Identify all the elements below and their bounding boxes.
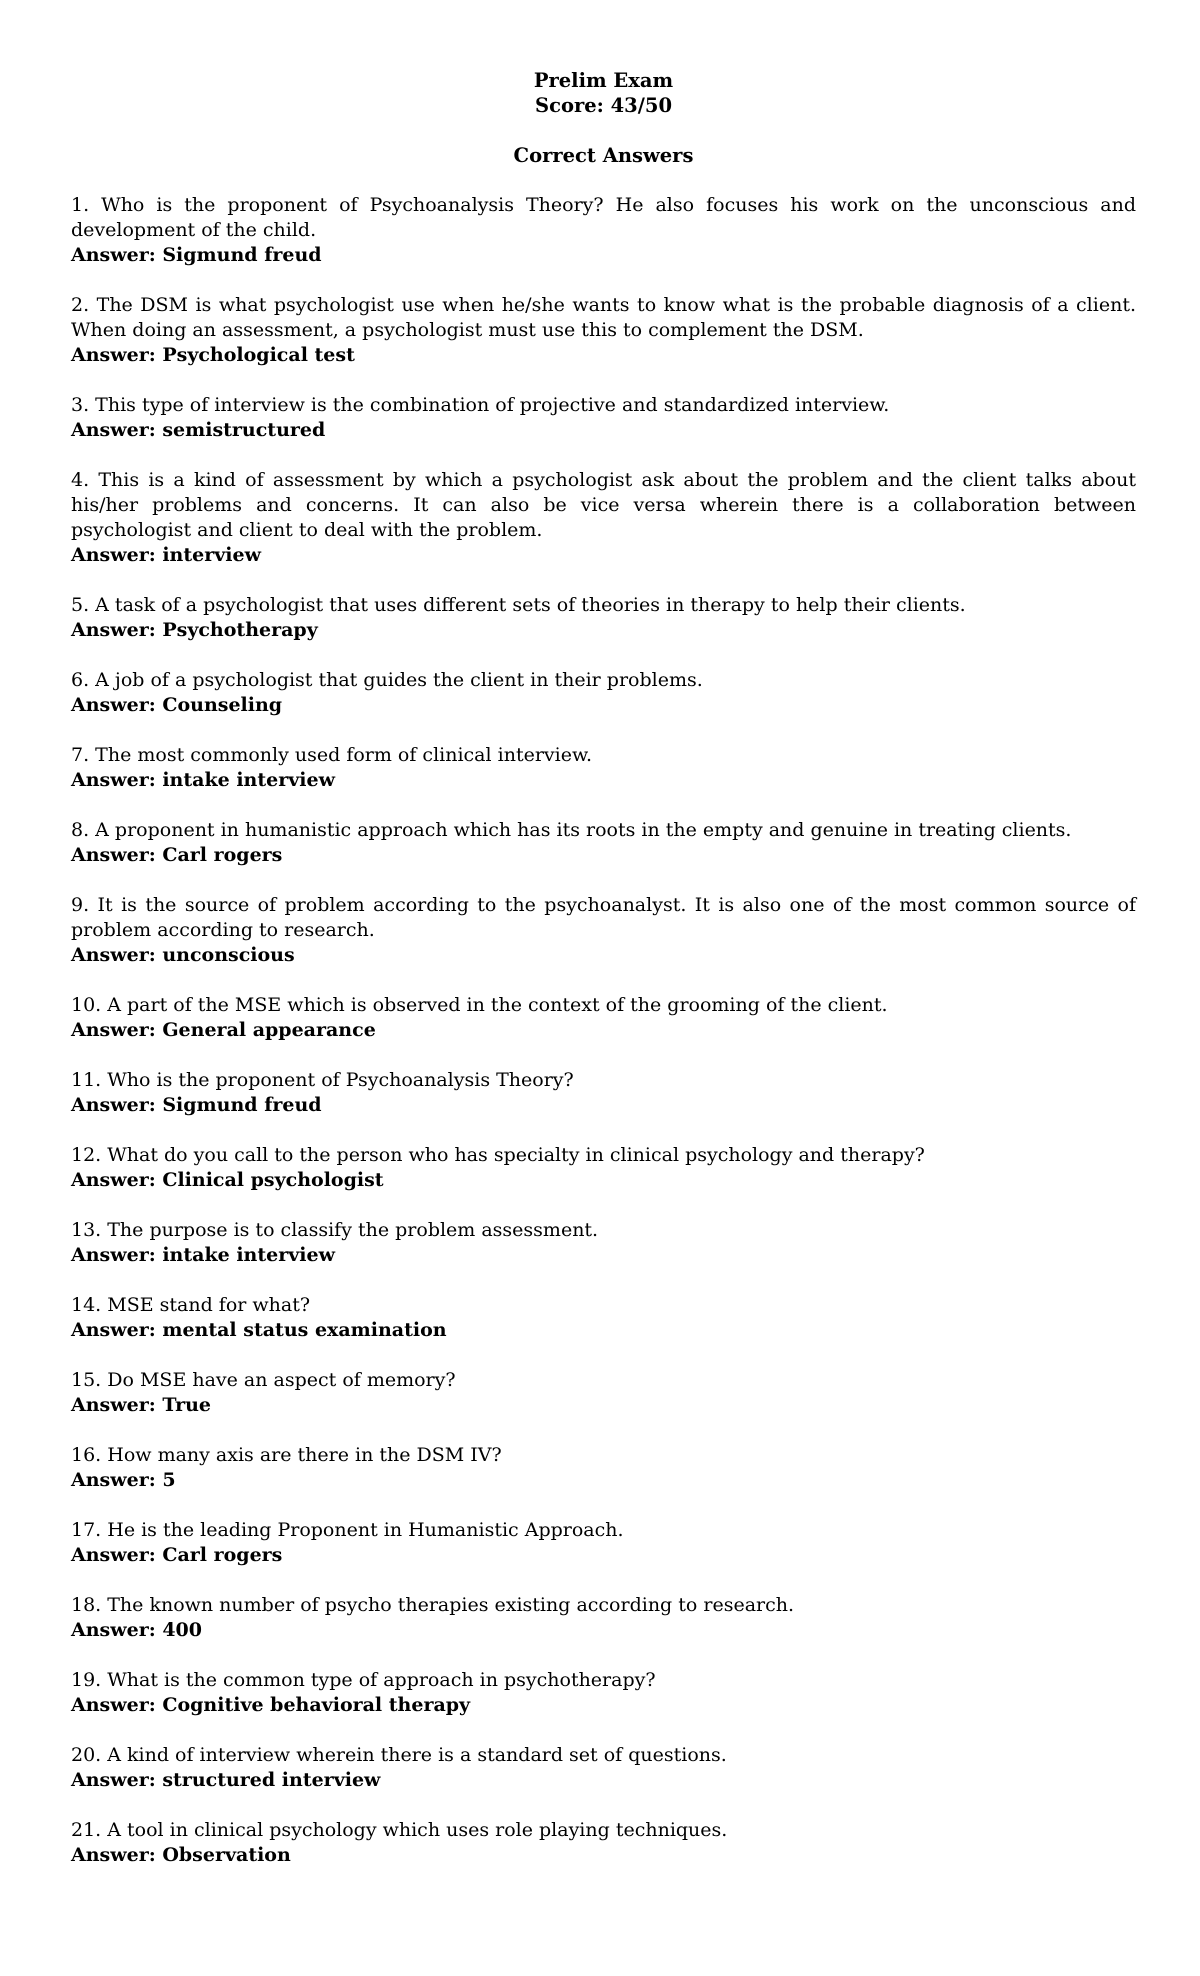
question-text: 18. The known number of psycho therapies existing according to research. <box>71 1594 795 1616</box>
answer-text: Answer: Carl rogers <box>71 844 283 866</box>
question-text: 19. What is the common type of approach in psychotherapy? <box>71 1669 656 1691</box>
answer-text: Answer: Psychological test <box>71 344 355 366</box>
question-item <box>71 1068 1136 1118</box>
question-text: 7. The most commonly used form of clinical interview. <box>71 744 593 766</box>
question-item <box>71 743 1136 793</box>
question-item <box>71 293 1136 368</box>
answer-text: Answer: General appearance <box>71 1019 376 1041</box>
question-item <box>71 1293 1136 1343</box>
question-list <box>71 193 1136 1868</box>
question-text: 8. A proponent in humanistic approach which has its roots in the empty and genuine in treating clients. <box>71 819 1072 841</box>
question-item <box>71 1443 1136 1493</box>
question-item <box>71 893 1136 968</box>
answer-text: Answer: Cognitive behavioral therapy <box>71 1694 471 1716</box>
answer-text: Answer: intake interview <box>71 1244 335 1266</box>
question-text: 20. A kind of interview wherein there is a standard set of questions. <box>71 1744 727 1766</box>
answer-text: Answer: Observation <box>71 1844 291 1866</box>
question-text: 11. Who is the proponent of Psychoanalysis Theory? <box>71 1069 574 1091</box>
question-text: 6. A job of a psychologist that guides the client in their problems. <box>71 669 703 691</box>
question-item <box>71 1518 1136 1568</box>
question-text: 17. He is the leading Proponent in Humanistic Approach. <box>71 1519 624 1541</box>
answer-text: Answer: True <box>71 1394 212 1416</box>
question-text: 15. Do MSE have an aspect of memory? <box>71 1369 456 1391</box>
answer-text: Answer: Counseling <box>71 694 283 716</box>
exam-score: Score: 43/50 <box>534 94 673 117</box>
question-text: 3. This type of interview is the combination of projective and standardized interview. <box>71 394 890 416</box>
answer-text: Answer: 400 <box>71 1619 202 1641</box>
question-item <box>71 193 1136 268</box>
question-item <box>71 1743 1136 1793</box>
question-item <box>71 1668 1136 1718</box>
exam-title: Prelim Exam <box>533 69 674 92</box>
question-text: 4. This is a kind of assessment by which a psychologist ask about the problem and the client talks about his/her problems and concerns. It can also be vice versa wherein there is a collaboration between psychologist and client to deal with the problem. <box>71 469 1136 541</box>
question-text: 10. A part of the MSE which is observed in the context of the grooming of the client. <box>71 994 888 1016</box>
question-text: 13. The purpose is to classify the problem assessment. <box>71 1219 599 1241</box>
answer-text: Answer: intake interview <box>71 769 335 791</box>
question-item <box>71 993 1136 1043</box>
answer-text: Answer: Carl rogers <box>71 1544 283 1566</box>
answer-text: Answer: Clinical psychologist <box>71 1169 384 1191</box>
answer-text: Answer: structured interview <box>71 1769 381 1791</box>
question-text: 1. Who is the proponent of Psychoanalysis Theory? He also focuses his work on the unconscious and development of the child. <box>71 194 1136 241</box>
question-text: 21. A tool in clinical psychology which uses role playing techniques. <box>71 1819 728 1841</box>
answer-text: Answer: mental status examination <box>71 1319 447 1341</box>
question-item <box>71 818 1136 868</box>
answer-text: Answer: semistructured <box>71 419 326 441</box>
question-text: 16. How many axis are there in the DSM IV? <box>71 1444 502 1466</box>
answer-text: Answer: 5 <box>71 1469 176 1491</box>
question-text: 2. The DSM is what psychologist use when he/she wants to know what is the probable diagnosis of a client. When doing an assessment, a psychologist must use this to complement the DSM. <box>71 294 1136 341</box>
question-item <box>71 668 1136 718</box>
question-item <box>71 468 1136 568</box>
question-item <box>71 1143 1136 1193</box>
question-text: 5. A task of a psychologist that uses different sets of theories in therapy to help their clients. <box>71 594 966 616</box>
question-text: 14. MSE stand for what? <box>71 1294 311 1316</box>
question-text: 9. It is the source of problem according to the psychoanalyst. It is also one of the most common source of problem according to research. <box>71 894 1136 941</box>
answer-text: Answer: Psychotherapy <box>71 619 318 641</box>
question-item <box>71 1218 1136 1268</box>
answer-text: Answer: Sigmund freud <box>71 1094 322 1116</box>
question-item <box>71 593 1136 643</box>
exam-header <box>71 68 1136 118</box>
question-text: 12. What do you call to the person who has specialty in clinical psychology and therapy? <box>71 1144 925 1166</box>
question-item <box>71 1593 1136 1643</box>
question-item <box>71 1818 1136 1868</box>
answer-text: Answer: interview <box>71 544 261 566</box>
answer-text: Answer: Sigmund freud <box>71 244 322 266</box>
question-item <box>71 1368 1136 1418</box>
section-heading: Correct Answers <box>513 144 694 167</box>
answer-text: Answer: unconscious <box>71 944 295 966</box>
question-item <box>71 393 1136 443</box>
